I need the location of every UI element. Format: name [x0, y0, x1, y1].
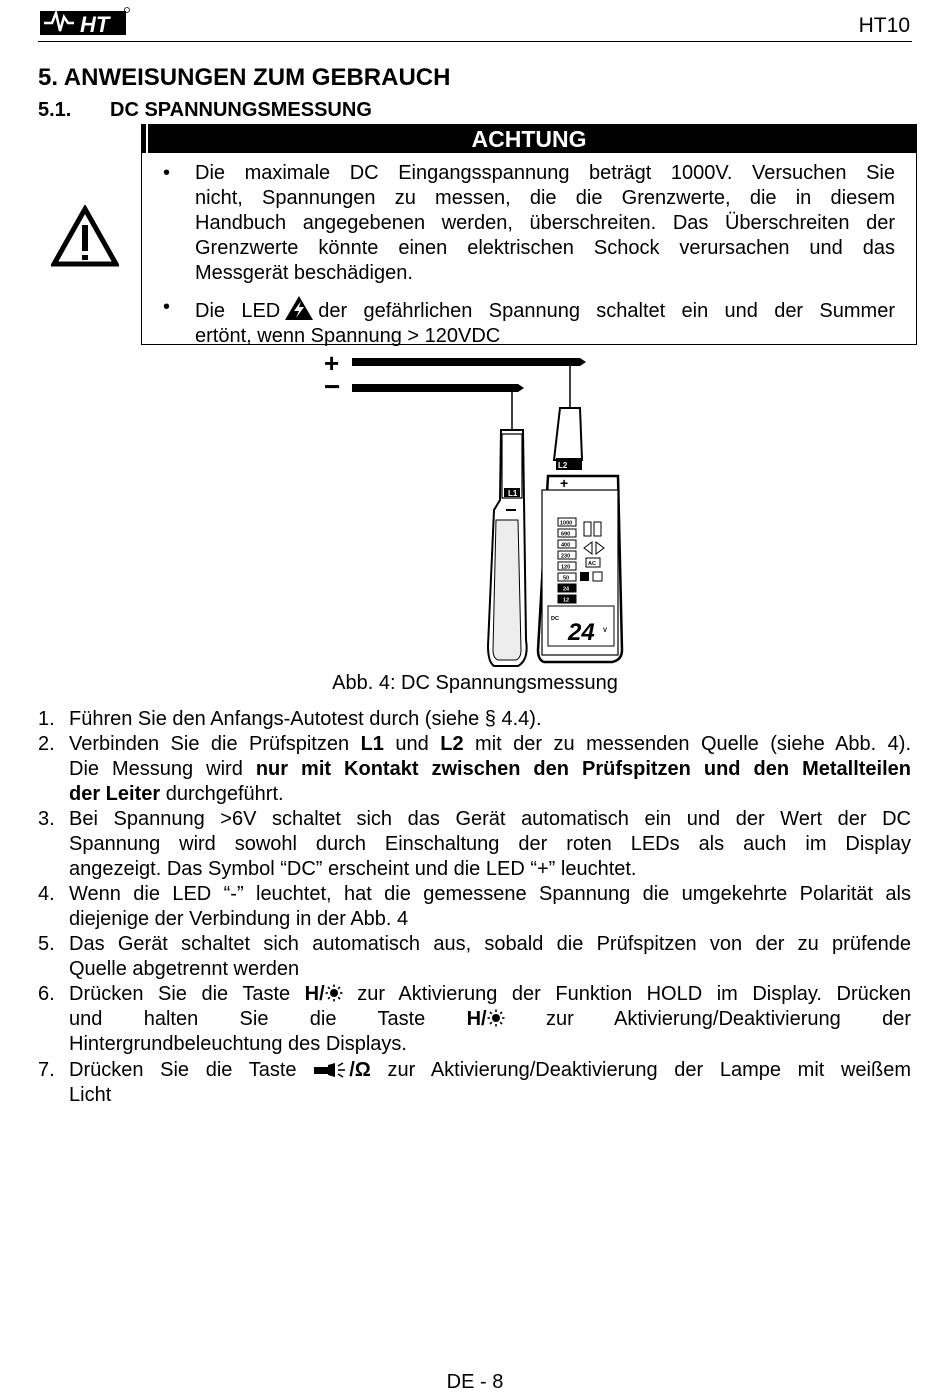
warning-heading: ACHTUNG [141, 124, 917, 153]
page-number: DE - 8 [446, 1371, 504, 1393]
display-value: 24 [568, 619, 595, 646]
bullet-dot: • [163, 162, 171, 184]
text-fragment: Verbinden Sie die Prüfspitzen [69, 733, 350, 755]
text-fragment: Drücken Sie die Taste [69, 1059, 297, 1081]
step-number: 5. [38, 933, 55, 955]
probe-ref-l1: L1 [360, 733, 384, 755]
warning-triangle-icon [51, 205, 119, 267]
scale-label: 690 [561, 531, 571, 538]
emphasis-text: nur mit Kontakt zwischen den Prüfspitzen und den Metallteilen [255, 758, 911, 780]
backlight-icon [487, 1009, 505, 1027]
scale-label: 24 [563, 586, 570, 593]
probe-l1 [488, 430, 527, 666]
scale-label: 1000 [560, 520, 573, 527]
scale-label: 12 [563, 597, 570, 604]
text-line [69, 1058, 911, 1083]
ht-logo [40, 5, 130, 37]
text-line [69, 1007, 911, 1032]
scale-label: 50 [563, 575, 570, 582]
text-line: Die maximale DC Eingangsspannung beträgt 1000V. Versuchen Sie [195, 162, 895, 184]
text-fragment: durchgeführt. [165, 783, 284, 805]
probe-l1-label: L1 [508, 489, 518, 498]
subsection-number: 5.1. [38, 99, 72, 121]
hold-key-label: H/ [304, 983, 325, 1005]
text-line: Licht [69, 1084, 112, 1106]
step-number: 6. [38, 983, 55, 1005]
emphasis-text: der Leiter [69, 783, 161, 805]
text-line: Spannung wird sowohl durch Einschaltung der roten LEDs als auch im Display [69, 833, 911, 855]
backlight-icon [325, 984, 343, 1002]
subsection-title: DC SPANNUNGSMESSUNG [110, 99, 372, 121]
hold-key-label: H/ [466, 1008, 487, 1030]
display-unit: V [603, 628, 608, 634]
step-number: 4. [38, 883, 55, 905]
text-fragment: und [395, 733, 429, 755]
text-fragment: zur Aktivierung/Deaktivierung der Lampe mit weißem [387, 1059, 912, 1081]
text-fragment: zur Aktivierung der Funktion HOLD im Display. Drücken [357, 983, 911, 1005]
text-fragment: Die Messung wird [69, 758, 243, 780]
text-line: Messgerät beschädigen. [195, 262, 413, 284]
text-line [69, 982, 911, 1007]
model-name: HT10 [858, 14, 910, 37]
dc-measurement-figure [318, 350, 628, 670]
text-line: Das Gerät schaltet sich automatisch aus, sobald die Prüfspitzen von der zu prüfende [69, 933, 911, 955]
minus-sign: − [324, 371, 341, 402]
plus-sign: + [324, 350, 340, 378]
step-number: 7. [38, 1059, 55, 1081]
step-number: 3. [38, 808, 55, 830]
text-line: Grenzwerte könnte einen elektrischen Schock verursachen und das [195, 237, 895, 259]
negative-lead [352, 384, 524, 392]
lamp-key-label: /Ω [349, 1059, 371, 1081]
text-line: Hintergrundbeleuchtung des Displays. [69, 1033, 407, 1055]
header-divider [38, 41, 912, 42]
probe-ref-l2: L2 [440, 733, 464, 755]
text-fragment: Drücken Sie die Taste [69, 983, 291, 1005]
led-text-post: der gefährlichen Spannung schaltet ein und der Summer [318, 300, 895, 322]
scale-label: 400 [561, 542, 571, 549]
step-number: 1. [38, 708, 55, 730]
text-fragment: und halten Sie die Taste [69, 1008, 426, 1030]
text-line: nicht, Spannungen zu messen, die die Grenzwerte, die in diesem [195, 187, 895, 209]
warning-bullet-max-voltage [163, 161, 895, 286]
text-line [69, 782, 911, 807]
text-line [69, 732, 911, 757]
svg-text:+: + [560, 475, 569, 491]
text-line: diejenige der Verbindung in der Abb. 4 [69, 908, 409, 930]
bullet-dot: • [163, 296, 171, 318]
ac-indicator: AC [588, 561, 596, 567]
scale-label: 120 [561, 564, 571, 571]
figure-caption: Abb. 4: DC Spannungsmessung [332, 672, 618, 694]
text-fragment: zur Aktivierung/Deaktivierung der [545, 1008, 911, 1030]
step-number: 2. [38, 733, 55, 755]
svg-text:HT: HT [80, 12, 110, 37]
probe-l2 [538, 408, 622, 662]
led-text-pre: Die LED [195, 300, 281, 322]
flashlight-icon [313, 1062, 349, 1078]
section-title: 5. ANWEISUNGEN ZUM GEBRAUCH [38, 64, 451, 91]
text-line: angezeigt. Das Symbol “DC” erscheint und die LED “+” leuchtet. [69, 858, 637, 880]
display-mode: DC [551, 616, 559, 622]
step-text: Führen Sie den Anfangs-Autotest durch (siehe § 4.4). [69, 708, 542, 730]
text-line [195, 295, 895, 324]
text-line [69, 757, 911, 782]
text-line: Handbuch angegebenen werden, überschreiten. Das Überschreiten der [195, 212, 895, 234]
positive-lead [352, 358, 586, 366]
probe-l2-label: L2 [558, 461, 568, 470]
warning-bullet-led [163, 295, 895, 349]
text-line: Quelle abgetrennt werden [69, 958, 300, 980]
text-fragment: mit der zu messenden Quelle (siehe Abb. 4). [475, 733, 912, 755]
text-line: Wenn die LED “-” leuchtet, hat die gemessene Spannung die umgekehrte Polarität als [69, 883, 911, 905]
scale-label: 230 [561, 553, 571, 560]
high-voltage-led-icon [284, 295, 314, 321]
text-line: ertönt, wenn Spannung > 120VDC [195, 325, 501, 347]
text-line: Bei Spannung >6V schaltet sich das Gerät automatisch ein und der Wert der DC [69, 808, 911, 830]
